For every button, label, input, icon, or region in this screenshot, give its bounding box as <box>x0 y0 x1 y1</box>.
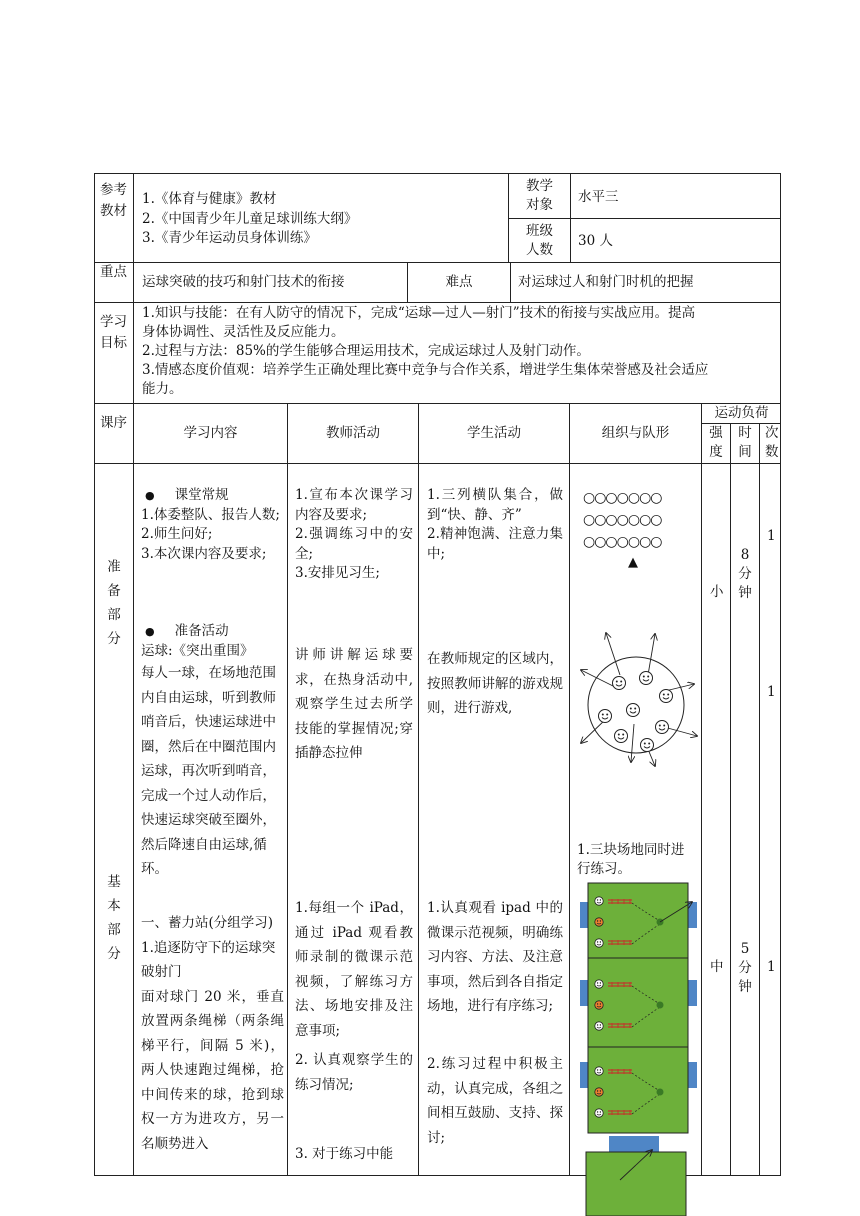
routine-line: 1.体委整队、报告人数; <box>141 506 280 523</box>
basic-desc: 面对球门 20 米，垂直放置两条绳梯（两条绳梯平行，间隔 5 米)，两人快速跑过绳梯，抢中间传来的球，抢到球权一方为进攻方，另一名顺势进入 <box>141 988 284 1152</box>
basic-title: 一、蓄力站(分组学习) <box>141 915 274 931</box>
prep-student-2: 在教师规定的区域内，按照教师讲解的游戏规则，进行游戏, <box>427 651 563 716</box>
basic-intensity: 中 <box>710 959 724 975</box>
basic-student-2: 2.练习过程中积极主动，认真完成，各组之间相互鼓励、支持、探讨; <box>427 1056 563 1146</box>
goals-label: 学习目标 <box>100 314 127 351</box>
basic-item: 1.追逐防守下的运球突破射门 <box>141 939 276 980</box>
target-label: 教学 对象 <box>526 178 553 213</box>
prep-teacher-2: 讲师讲解运球要求，在热身活动中,观察学生过去所学技能的掌握情况;穿插静态拉伸 <box>295 647 413 761</box>
basic-content <box>141 911 284 1156</box>
header-content: 学习内容 <box>183 425 238 441</box>
prep-time: 8 分 钟 <box>738 547 752 601</box>
prep-content <box>141 486 282 564</box>
warm-content <box>141 622 284 882</box>
basic-teacher-2: 2. 认真观察学生的练习情况; <box>295 1052 413 1093</box>
basic-teacher-1: 1.每组一个 iPad，通过 iPad 观看教师录制的微课示范视频，了解练习方法、场地安排及注意事项; <box>295 900 413 1039</box>
warm-desc: 每人一球，在场地范围内自由运球，听到教师哨音后，快速运球进中圈，然后在中圈范围内运球，再次听到哨音，完成一个过人动作后，快速运球突破至圈外，然后降速自由运球,循环。 <box>141 665 276 877</box>
header-teacher: 教师活动 <box>326 425 380 441</box>
ref-item: 2.《中国青少年儿童足球训练大纲》 <box>142 210 358 227</box>
ref-item: 3.《青少年运动员身体训练》 <box>142 230 317 246</box>
formation-rows: ○○○○○○○ ○○○○○○○ ○○○○○○○ <box>583 490 662 550</box>
class-value: 30 人 <box>578 233 613 249</box>
header-intensity: 强度 <box>709 425 723 460</box>
ref-item: 1.《体育与健康》教材 <box>142 191 277 207</box>
circle-game-diagram <box>575 630 700 770</box>
routine-line: 3.本次课内容及要求; <box>141 545 267 562</box>
goals-text: 1.知识与技能：在有人防守的情况下，完成“运球—过人—射门”技术的衔接与实战应用。提高 身体协调性、灵活性及反应能力。 2.过程与方法：85%的学生能够合理运用技术，完成运球过人及射门动作。 3.情感态度价值观：培养学生正确处理比赛中竞争与合作关系，增进学生集体荣誉感及社会适应 能力。 <box>142 305 709 397</box>
key-label: 重点 <box>100 264 127 280</box>
basic-teacher-3: 3. 对于练习中能 <box>295 1146 394 1162</box>
header-load: 运动负荷 <box>714 405 769 421</box>
teacher-marker: ▲ <box>628 555 638 570</box>
header-time: 时间 <box>738 425 752 460</box>
key-value: 运球突破的技巧和射门技术的衔接 <box>142 274 345 290</box>
prep-intensity: 小 <box>710 584 724 600</box>
difficulty-value: 对运球过人和射门时机的把握 <box>518 274 694 290</box>
header-organization: 组织与队形 <box>601 425 670 441</box>
warm-line: 运球:《突出重围》 <box>141 642 254 659</box>
prep-count-2: 1 <box>767 684 776 700</box>
prep-teacher-1: 1.宣布本次课学习内容及要求; 2.强调练习中的安全; 3.安排见习生; <box>295 487 413 581</box>
section-basic: 基本部分 <box>107 874 121 962</box>
difficulty-label: 难点 <box>445 274 473 290</box>
basic-count: 1 <box>767 959 776 975</box>
basic-student-1: 1.认真观看 ipad 中的微课示范视频，明确练习内容、方法、及注意事项，然后到各自指定场地，进行有序练习; <box>427 900 563 1014</box>
routine-line: 2.师生问好; <box>141 526 213 542</box>
ref-label: 参考教材 <box>100 182 127 219</box>
header-count: 次数 <box>765 425 779 460</box>
warm-title: ● 准备活动 <box>141 622 284 642</box>
ref-items <box>142 190 502 249</box>
prep-student-1: 1.三列横队集合，做到“快、静、齐” 2.精神饱满、注意力集中; <box>427 487 563 562</box>
target-value: 水平三 <box>578 189 619 205</box>
header-student: 学生活动 <box>467 425 521 441</box>
routine-title: ● 课堂常规 <box>141 486 282 506</box>
basic-org-note: 1.三块场地同时进行练习。 <box>577 842 685 877</box>
prep-count-1: 1 <box>767 528 776 544</box>
field-diagram <box>576 880 702 1216</box>
section-prep: 准备部分 <box>107 559 121 647</box>
class-label: 班级 人数 <box>526 222 553 258</box>
header-sequence: 课序 <box>100 415 127 431</box>
basic-time: 5 分 钟 <box>738 941 752 995</box>
